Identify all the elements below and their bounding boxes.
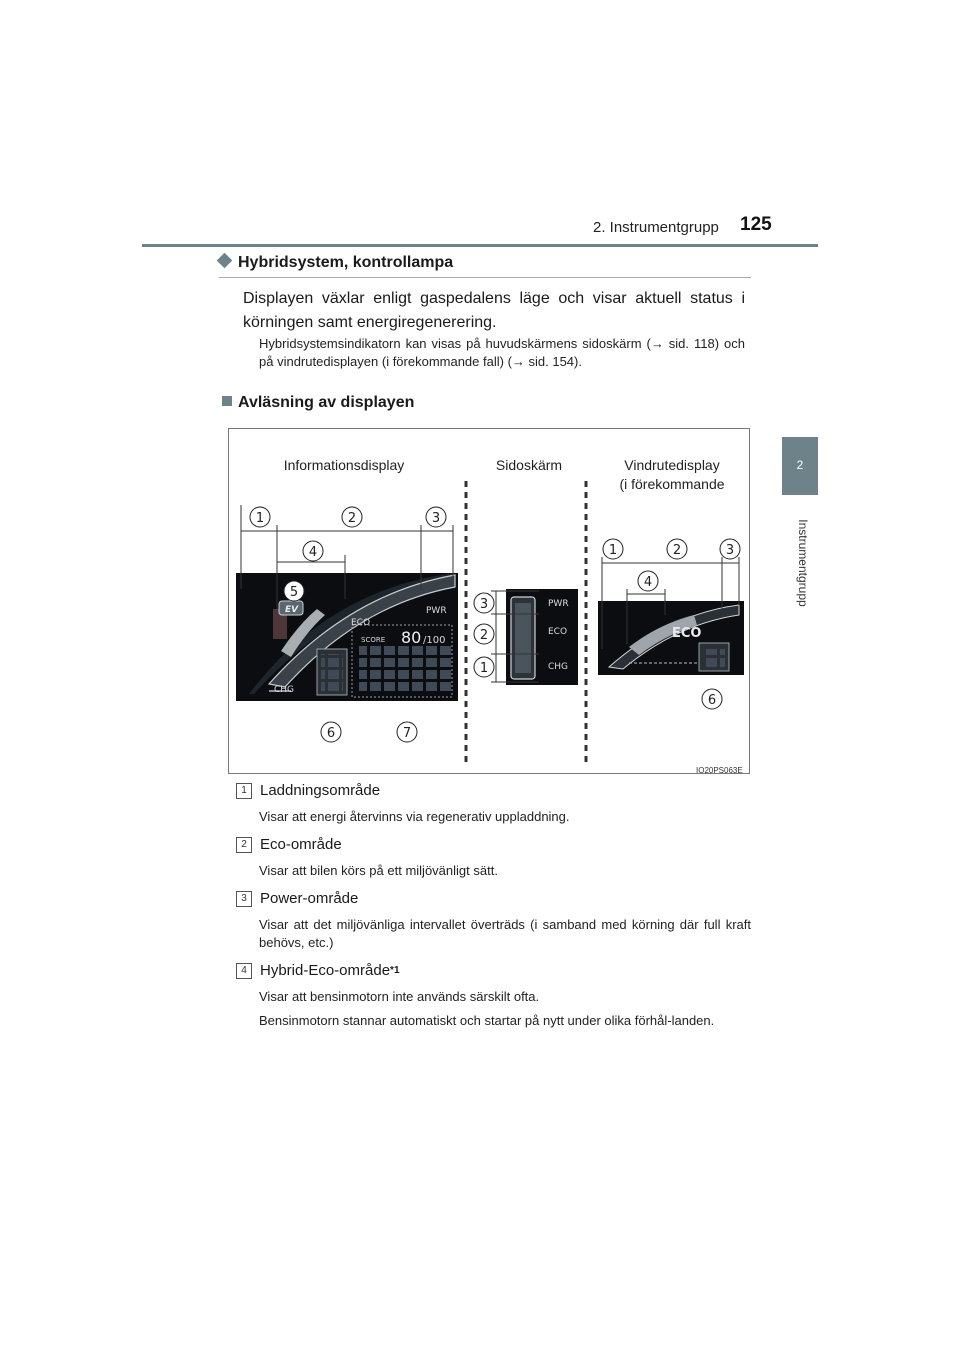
label-information-display: Informationsdisplay	[283, 457, 405, 473]
callout-1c: 1	[608, 543, 618, 558]
section-rule	[219, 277, 751, 278]
callout-7: 7	[402, 726, 412, 741]
item-number: 4	[236, 963, 252, 979]
callout-1b: 1	[479, 661, 489, 676]
item-description: Bensinmotorn stannar automatiskt och startar på nytt under olika förhål-landen.	[259, 1013, 715, 1028]
callout-2b: 2	[479, 628, 489, 643]
callout-4c: 4	[643, 575, 653, 590]
label-windshield-display: Vindrutedisplay	[624, 457, 720, 473]
callout-3b: 3	[479, 597, 489, 612]
info-pwr-text: PWR	[426, 606, 447, 616]
item-title: Hybrid-Eco-område	[260, 962, 391, 979]
info-score-max: /100	[423, 635, 446, 646]
side-chg-text: CHG	[548, 662, 569, 672]
item-number: 3	[236, 891, 252, 907]
callout-4a: 4	[308, 545, 318, 560]
figure-code: IO20PS063E	[696, 766, 743, 775]
callout-3a: 3	[431, 511, 441, 526]
list-item	[236, 834, 751, 880]
callout-1a: 1	[255, 511, 265, 526]
display-figure	[228, 428, 750, 774]
item-title: Eco-område	[260, 836, 342, 853]
item-title: Power-område	[260, 890, 359, 907]
side-eco-text: ECO	[548, 627, 568, 637]
callout-2c: 2	[672, 543, 682, 558]
side-pwr-text: PWR	[548, 599, 569, 609]
wind-eco-text: ECO	[672, 626, 702, 641]
callout-3c: 3	[725, 543, 735, 558]
info-chg-text: CHG	[274, 685, 295, 695]
item-description: Visar att energi återvinns via regenerativ uppladdning.	[259, 809, 570, 824]
chapter-title: 2. Instrumentgrupp	[593, 219, 719, 236]
info-score-value: 80	[401, 628, 422, 647]
legend-list	[236, 780, 751, 1038]
item-description: Visar att bilen körs på ett miljövänligt sätt.	[259, 863, 498, 878]
callout-2a: 2	[347, 511, 357, 526]
item-number: 1	[236, 783, 252, 799]
subsection-heading-text: Avläsning av displayen	[238, 394, 415, 411]
windshield-screen	[598, 557, 744, 675]
chapter-tab-label: Instrumentgrupp	[796, 519, 810, 607]
list-item	[236, 888, 751, 952]
item-description: Visar att det miljövänliga intervallet överträds (i samband med körning där full kraft behövs, etc.)	[259, 917, 751, 950]
callout-5: 5	[289, 585, 299, 600]
list-item	[236, 960, 751, 1030]
diamond-bullet-icon	[217, 253, 233, 269]
page-number: 125	[740, 214, 772, 235]
label-windshield-optional: (i förekommande	[619, 476, 725, 492]
header-rule	[142, 244, 818, 247]
section-heading	[219, 254, 453, 272]
info-eco-text: ECO	[351, 618, 371, 628]
item-title: Laddningsområde	[260, 782, 381, 799]
footnote-marker: *1	[390, 965, 400, 976]
section-heading-text: Hybridsystem, kontrollampa	[238, 254, 454, 271]
item-number: 2	[236, 837, 252, 853]
item-description: Visar att bensinmotorn inte används särskilt ofta.	[259, 989, 540, 1004]
subsection-heading	[222, 394, 414, 412]
section-body: Displayen växlar enligt gaspedalens läge och visar aktuell status i körningen samt energiregenerering.	[243, 290, 745, 331]
callout-6a: 6	[326, 726, 336, 741]
section-note: Hybridsystemsindikatorn kan visas på huvudskärmens sidoskärm (→ sid. 118) och på vindrutedisplayen (i förekommande fall) (→ sid. 154).	[259, 336, 745, 369]
square-bullet-icon	[222, 396, 232, 406]
info-ev-text: EV	[285, 605, 299, 615]
callout-6c: 6	[707, 693, 717, 708]
info-score-text: SCORE	[361, 636, 386, 644]
list-item	[236, 780, 751, 826]
label-side-screen: Sidoskärm	[495, 457, 563, 473]
chapter-tab: 2	[782, 437, 818, 495]
